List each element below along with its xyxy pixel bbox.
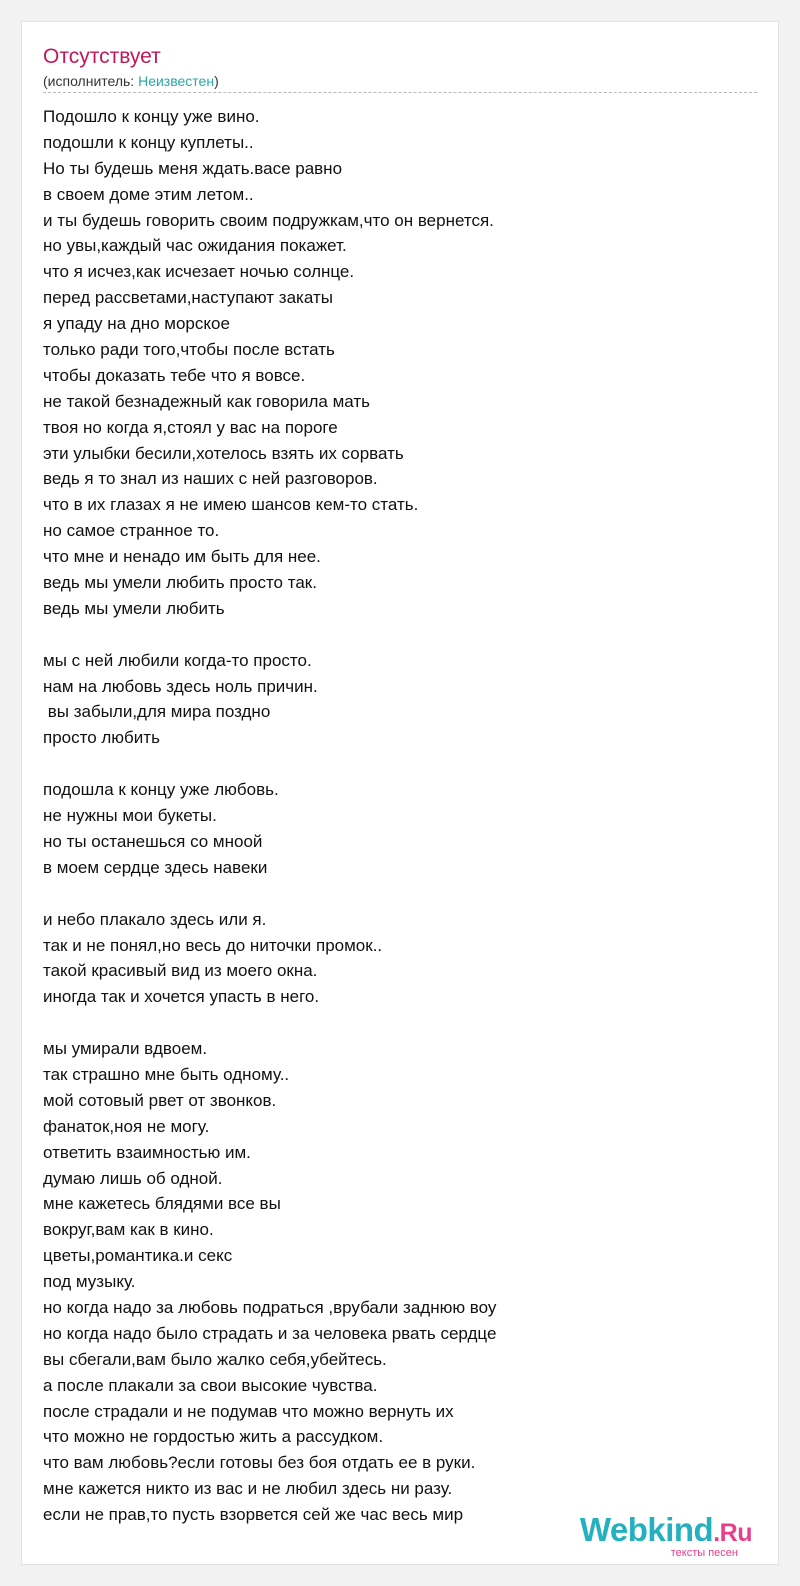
artist-link[interactable]: Неизвестен [138,73,215,89]
lyric-line: если не прав,то пусть взорвется сей же час весь мир [43,1505,464,1525]
lyric-line: такой красивый вид из моего окна. [43,961,318,981]
lyric-line: вы сбегали,вам было жалко себя,убейтесь. [43,1349,387,1369]
lyric-line: нам на любовь здесь ноль причин. [43,676,318,696]
lyric-line: цветы,романтика.и секс [43,1246,233,1266]
lyric-line [43,751,753,777]
lyrics-card [21,21,779,1565]
lyric-line: и ты будешь говорить своим подружкам,что он вернется. [43,210,494,230]
lyric-line: под музыку. [43,1272,136,1292]
lyric-line: только ради того,чтобы после встать [43,340,335,360]
lyric-line: что мне и ненадо им быть для нее. [43,547,321,567]
watermark-brand: Webkind [579,1511,714,1548]
song-title: Отсутствует [43,45,161,68]
lyric-line: просто любить [43,728,160,748]
lyric-line: мне кажется никто из вас и не любил здесь ни разу. [43,1479,453,1499]
lyric-line: ведь я то знал из наших с ней разговоров. [43,469,378,489]
lyric-line [43,1010,753,1036]
lyric-line: Но ты будешь меня ждать.васе равно [43,158,343,178]
lyric-line: а после плакали за свои высокие чувства. [43,1375,378,1395]
lyric-line: ответить взаимностью им. [43,1142,251,1162]
lyric-line: что можно не гордостью жить а рассудком. [43,1427,384,1447]
lyric-line: думаю лишь об одной. [43,1168,223,1188]
lyric-line: подошла к концу уже любовь. [43,780,279,800]
lyric-line: что вам любовь?если готовы без боя отдать ее в руки. [43,1453,476,1473]
artist-suffix: ) [214,73,219,89]
lyric-line: не такой безнадежный как говорила мать [43,391,371,411]
watermark-tld: .Ru [713,1519,752,1547]
lyric-line: мой сотовый рвет от звонков. [43,1090,277,1110]
lyric-line: иногда так и хочется упасть в него. [43,987,320,1007]
artist-prefix: (исполнитель: [43,73,139,89]
watermark-logo [580,1511,752,1549]
lyric-line: после страдали и не подумав что можно вернуть их [43,1401,454,1421]
lyric-line: ведь мы умели любить [43,598,225,618]
lyric-line: фанаток,ноя не могу. [43,1116,210,1136]
watermark-subtitle: тексты песен [670,1547,738,1559]
lyric-line: в своем доме этим летом.. [43,184,254,204]
lyric-line: так и не понял,но весь до ниточки промок.. [43,935,383,955]
lyric-line: в моем сердце здесь навеки [43,857,268,877]
lyric-line: мне кажетесь блядями все вы [43,1194,281,1214]
lyric-line: но увы,каждый час ожидания покажет. [43,236,347,256]
artist-line [43,73,219,89]
lyric-line: и небо плакало здесь или я. [43,909,267,929]
lyric-line: но ты останешься со мноой [43,831,263,851]
lyric-line: вы забыли,для мира поздно [43,702,271,722]
lyric-line: но когда надо было страдать и за человека рвать сердце [43,1323,497,1343]
lyric-line [43,881,753,907]
lyrics-text [43,104,753,1528]
lyric-line: я упаду на дно морское [43,314,230,334]
lyric-line: твоя но когда я,стоял у вас на пороге [43,417,338,437]
lyric-line [43,622,753,648]
lyric-line: так страшно мне быть одному.. [43,1064,290,1084]
lyric-line: но когда надо за любовь подраться ,врубали заднюю воу [43,1297,497,1317]
lyric-line: подошли к концу куплеты.. [43,132,254,152]
lyric-line: что в их глазах я не имею шансов кем-то стать. [43,495,419,515]
site-watermark [562,1511,752,1563]
header-divider [43,92,757,93]
lyric-line: чтобы доказать тебе что я вовсе. [43,365,306,385]
lyric-line: не нужны мои букеты. [43,806,217,826]
lyric-line: что я исчез,как исчезает ночью солнце. [43,262,355,282]
lyric-line: перед рассветами,наступают закаты [43,288,333,308]
lyric-line: мы с ней любили когда-то просто. [43,650,312,670]
lyric-line: Подошло к концу уже вино. [43,107,260,126]
lyric-line: мы умирали вдвоем. [43,1039,208,1059]
lyric-line: ведь мы умели любить просто так. [43,573,317,593]
lyric-line: эти улыбки бесили,хотелось взять их сорвать [43,443,404,463]
lyric-line: но самое странное то. [43,521,220,541]
lyric-line: вокруг,вам как в кино. [43,1220,214,1240]
